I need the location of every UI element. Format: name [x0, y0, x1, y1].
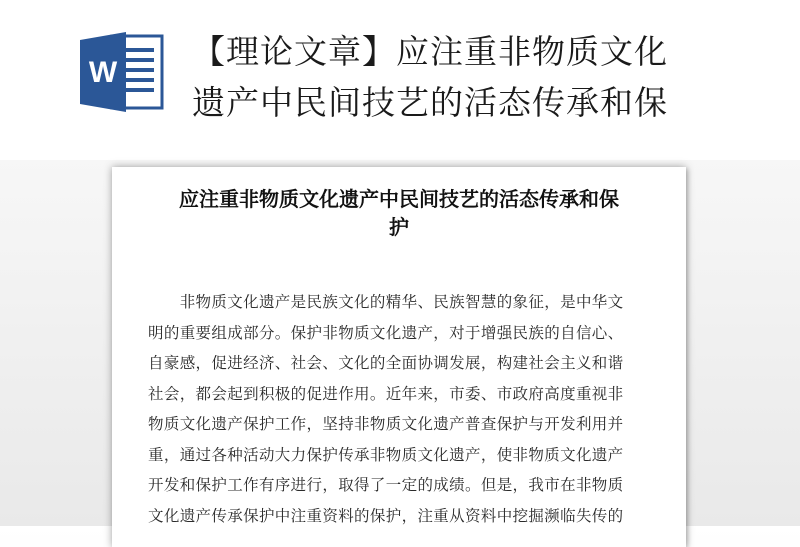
- body-line: 明的重要组成部分。保护非物质文化遗产，对于增强民族的自信心、: [148, 323, 624, 342]
- document-title-line: 应注重非物质文化遗产中民间技艺的活态传承和保: [179, 187, 619, 211]
- body-line: 非物质文化遗产是民族文化的精华、民族智慧的象征，是中华文: [148, 293, 624, 311]
- document-title: [134, 185, 664, 241]
- body-line: 社会，都会起到积极的促进作用。近年来，市委、市政府高度重视非: [148, 384, 624, 403]
- body-line: 重，通过各种活动大力保护传承非物质文化遗产，使非物质文化遗产: [148, 445, 624, 464]
- word-icon-letter: W: [88, 56, 118, 89]
- word-document-icon: [78, 30, 164, 114]
- body-line: 物质文化遗产保护工作，坚持非物质文化遗产普查保护与开发利用并: [148, 415, 624, 433]
- body-line: 开发和保护工作有序进行，取得了一定的成绩。但是，我市在非物质: [148, 476, 624, 494]
- document-body: [148, 287, 644, 531]
- body-line: 自豪感，促进经济、社会、文化的全面协调发展，构建社会主义和谐: [148, 354, 624, 372]
- document-page: [112, 167, 686, 547]
- header-title: [192, 26, 752, 128]
- document-title-line: 护: [389, 215, 409, 239]
- header-banner: [0, 0, 800, 160]
- header-title-line: 遗产中民间技艺的活态传承和保: [192, 83, 668, 122]
- header-title-line: 【理论文章】应注重非物质文化: [192, 32, 668, 71]
- body-line: 文化遗产传承保护中注重资料的保护，注重从资料中挖掘濒临失传的: [148, 506, 624, 525]
